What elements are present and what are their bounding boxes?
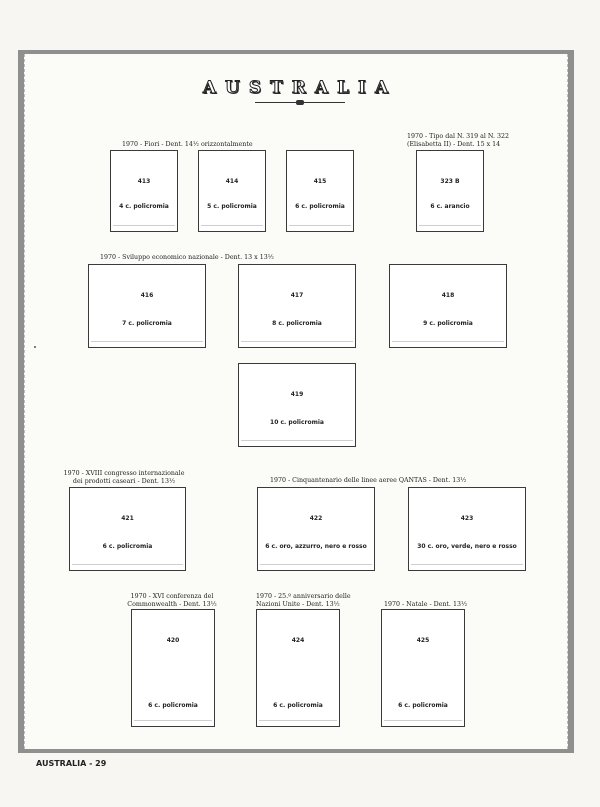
stamp-slot xyxy=(198,150,266,232)
stamp-description: 6 c. arancio xyxy=(430,203,470,210)
caption-natale: 1970 - Natale - Dent. 13½ xyxy=(384,601,468,608)
caption-qantas: 1970 - Cinquantenario delle linee aeree QANTAS - Dent. 13½ xyxy=(270,477,467,484)
stamp-description: 10 c. policromia xyxy=(270,419,324,426)
stamp-number: 423 xyxy=(460,515,474,522)
stamp-slot xyxy=(238,363,356,447)
stamp-description: 7 c. policromia xyxy=(122,320,172,327)
stamp-slot xyxy=(238,264,356,348)
stamp-slot xyxy=(256,609,340,727)
stamp-description: 6 c. oro, azzurro, nero e rosso xyxy=(265,543,367,550)
stamp-number: 419 xyxy=(290,391,304,398)
caption-sviluppo: 1970 - Sviluppo economico nazionale - Dent. 13 x 13½ xyxy=(100,254,274,261)
stamp-description: 6 c. policromia xyxy=(102,543,153,550)
stamp-number: 414 xyxy=(225,178,239,185)
stamp-number: 413 xyxy=(137,178,151,185)
page-title: AUSTRALIA xyxy=(202,78,398,98)
stamp-slot xyxy=(69,487,186,571)
stamp-description: 6 c. policromia xyxy=(148,702,198,709)
stamp-description: 6 c. policromia xyxy=(398,702,448,709)
stamp-number: 422 xyxy=(309,515,323,522)
page-footer: AUSTRALIA - 29 xyxy=(36,759,107,768)
stamp-number: 417 xyxy=(290,292,304,299)
stamp-number: 415 xyxy=(313,178,327,185)
caption-nazioni-unite: 1970 - 25.º anniversario delle Nazioni Unite - Dent. 13½ xyxy=(256,593,351,608)
stamp-description: 8 c. policromia xyxy=(272,320,322,327)
stamp-description: 5 c. policromia xyxy=(207,203,257,210)
stamp-slot xyxy=(286,150,354,232)
stamp-number: 418 xyxy=(441,292,455,299)
stamp-slot xyxy=(110,150,178,232)
stamp-description: 30 c. oro, verde, nero e rosso xyxy=(417,543,517,550)
caption-commonwealth: 1970 - XVI conferenza del Commonwealth - Dent. 13½ xyxy=(127,593,217,608)
stamp-description: 6 c. policromia xyxy=(273,702,323,709)
caption-congresso: 1970 - XVIII congresso internazionale dei prodotti caseari - Dent. 13½ xyxy=(63,470,185,485)
stamp-number: 420 xyxy=(166,637,180,644)
stamp-slot xyxy=(131,609,215,727)
stamp-description: 4 c. policromia xyxy=(119,203,169,210)
stamp-number: 416 xyxy=(140,292,154,299)
page-speck xyxy=(34,346,36,348)
stamp-slot xyxy=(88,264,206,348)
stamp-description: 6 c. policromia xyxy=(295,203,345,210)
stamp-number: 421 xyxy=(121,515,134,522)
caption-fiori: 1970 - Fiori - Dent. 14½ orizzontalmente xyxy=(122,141,253,148)
stamp-description: 9 c. policromia xyxy=(423,320,473,327)
stamp-slot xyxy=(389,264,507,348)
stamp-slot xyxy=(381,609,465,727)
caption-elisabetta: 1970 - Tipo dal N. 319 al N. 322 (Elisabetta II) - Dent. 15 x 14 xyxy=(407,133,510,148)
stamp-slot xyxy=(257,487,375,571)
title-ornament xyxy=(255,99,345,107)
stamp-slot xyxy=(416,150,484,232)
stamp-number: 424 xyxy=(291,637,305,644)
stamp-number: 323 B xyxy=(440,178,460,185)
stamp-slot xyxy=(408,487,526,571)
stamp-number: 425 xyxy=(416,637,430,644)
